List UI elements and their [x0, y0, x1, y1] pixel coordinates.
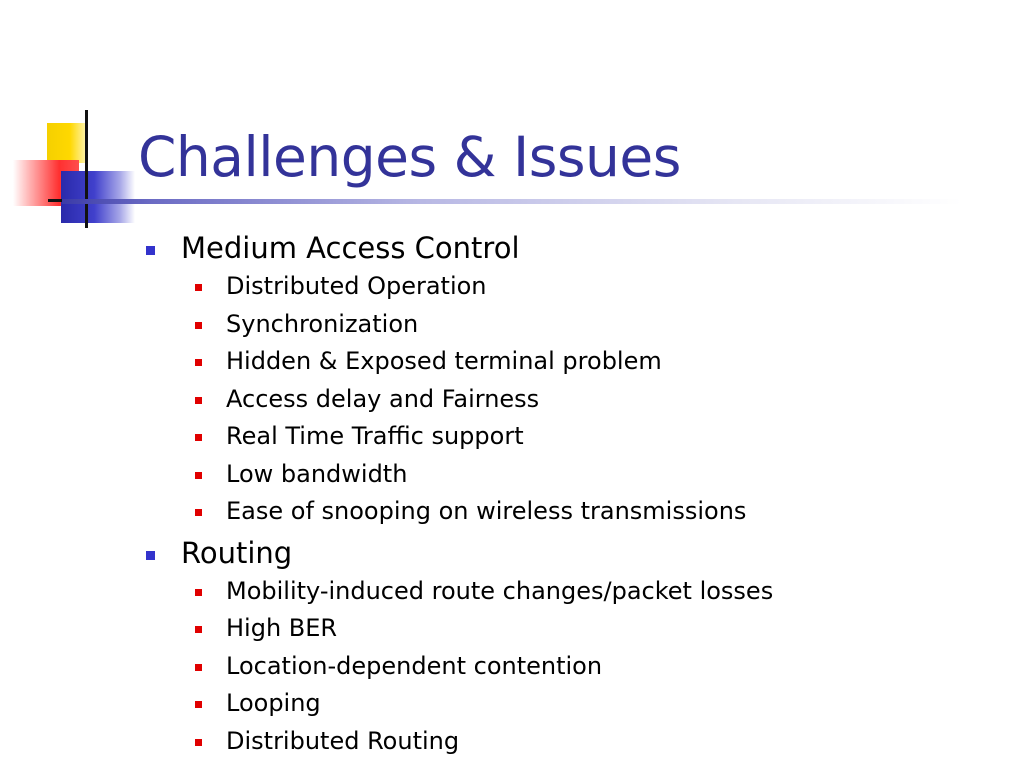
list-item: [189, 685, 1004, 723]
square-bullet-icon: [195, 739, 202, 746]
list-item-text: Hidden & Exposed terminal problem: [226, 347, 662, 375]
square-bullet-icon: [195, 589, 202, 596]
list-item-text: Distributed Routing: [226, 726, 460, 755]
square-bullet-icon: [195, 434, 202, 441]
section-routing: [144, 533, 1004, 761]
square-bullet-icon: [146, 551, 155, 560]
logo-yellow-square: [47, 123, 85, 163]
square-bullet-icon: [195, 509, 202, 516]
list-item-text: Ease of snooping on wireless transmissions: [226, 497, 747, 525]
list-item-text: Access delay and Fairness: [226, 384, 540, 413]
list-item: [189, 648, 1004, 686]
list-item-text: Looping: [226, 689, 321, 717]
list-item: [189, 493, 1004, 531]
list-item: [189, 418, 1004, 456]
list-item-text: Location-dependent contention: [226, 651, 603, 680]
list-item: [189, 723, 1004, 761]
list-item: [189, 610, 1004, 648]
list-item: [189, 268, 1004, 306]
decorative-logo: [0, 100, 140, 240]
list-item: [189, 456, 1004, 494]
list-item: [189, 343, 1004, 381]
slide-title: Challenges & Issues: [138, 125, 681, 189]
title-underline: [62, 199, 962, 204]
list-item-text: Low bandwidth: [226, 459, 408, 488]
square-bullet-icon: [195, 472, 202, 479]
section-heading: Routing: [181, 535, 293, 570]
list-item-text: Mobility-induced route changes/packet losses: [226, 576, 774, 605]
sub-bullet-list: [189, 268, 1004, 531]
list-item: [189, 306, 1004, 344]
slide-body: [144, 228, 1004, 762]
bullet-list: [144, 228, 1004, 760]
sub-bullet-list: [189, 573, 1004, 761]
square-bullet-icon: [195, 397, 202, 404]
list-item-text: Synchronization: [226, 309, 419, 338]
square-bullet-icon: [195, 701, 202, 708]
square-bullet-icon: [195, 664, 202, 671]
square-bullet-icon: [195, 284, 202, 291]
square-bullet-icon: [195, 626, 202, 633]
logo-vertical-line: [85, 110, 88, 228]
list-item-text: Real Time Traffic support: [226, 422, 524, 450]
square-bullet-icon: [146, 246, 155, 255]
square-bullet-icon: [195, 359, 202, 366]
list-item: [189, 573, 1004, 611]
square-bullet-icon: [195, 322, 202, 329]
section-medium-access-control: [144, 228, 1004, 531]
list-item: [189, 381, 1004, 419]
list-item-text: Distributed Operation: [226, 272, 487, 300]
list-item-text: High BER: [226, 614, 338, 642]
section-heading: Medium Access Control: [181, 231, 520, 265]
logo-blue-square: [61, 171, 135, 223]
